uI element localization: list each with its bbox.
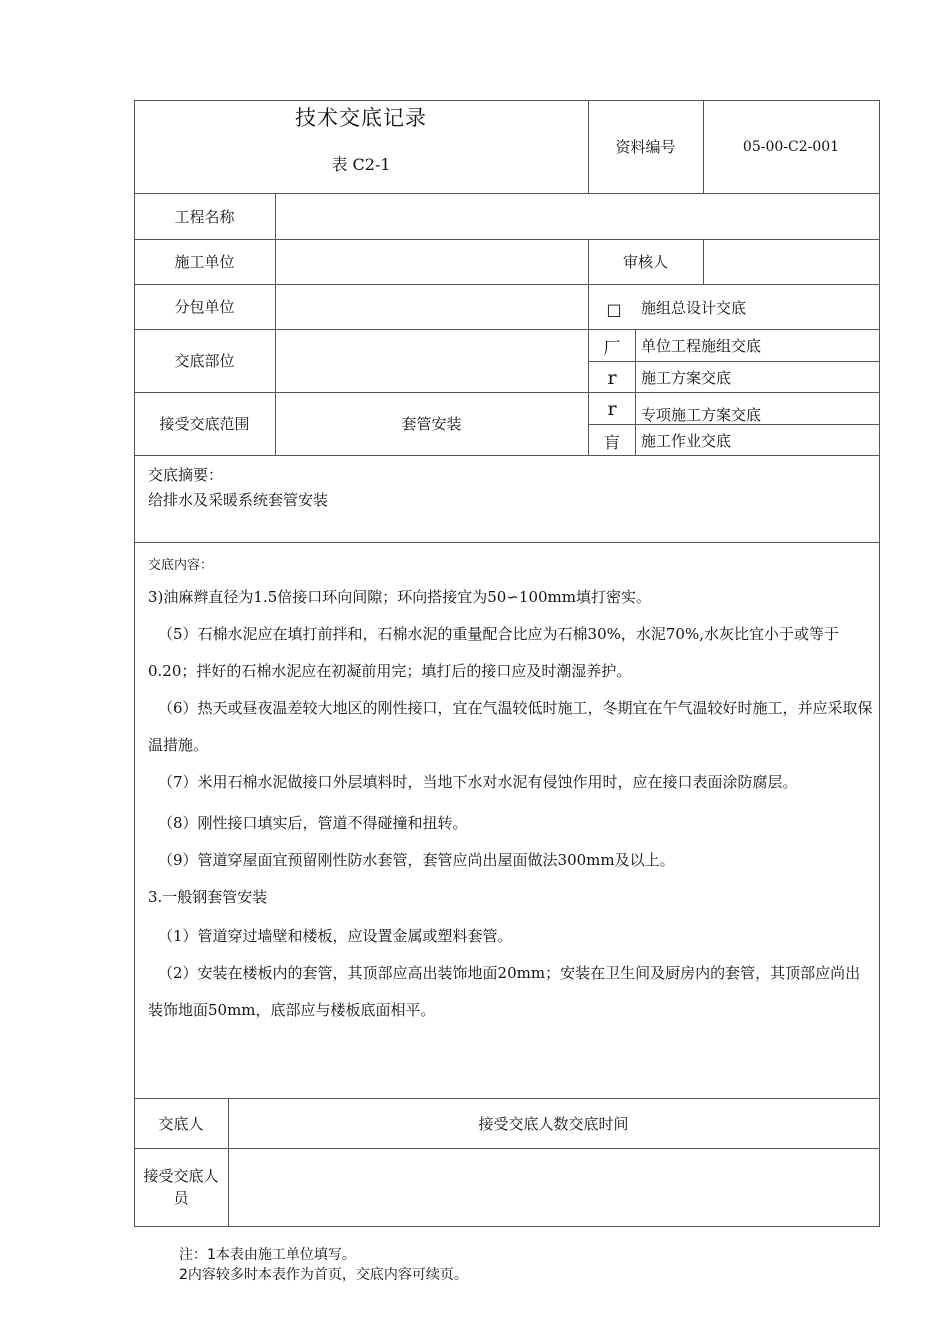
subcontractor-label: 分包单位 <box>174 298 235 316</box>
form-number: 表 C2-1 <box>331 154 391 174</box>
type-label-total-design: 施组总设计交底 <box>641 299 747 317</box>
doc-no-value: 05-00-C2-001 <box>742 138 840 155</box>
content-paragraph: （6）热天或昼夜温差较大地区的刚性接口，宜在气温较低时施工，冬期宜在午气温较好时施工，并应采取保温措施。 <box>148 699 873 754</box>
checkbox-unit-project[interactable]: 厂 <box>603 338 621 359</box>
construction-unit-field[interactable] <box>276 240 587 283</box>
reviewer-field[interactable] <box>704 240 878 283</box>
disclosure-part-label: 交底部位 <box>174 352 235 370</box>
scope-value: 套管安装 <box>401 415 462 433</box>
summary-text: 给排水及采暖系统套管安装 <box>148 491 329 509</box>
content-paragraph: （2）安装在楼板内的套管，其顶部应高出装饰地面20mm；安装在卫生间及厨房内的套管，其顶部应尚出装饰地面50mm，底部应与楼板底面相平。 <box>148 964 861 1019</box>
summary-label: 交底摘要： <box>148 466 224 484</box>
checkbox-work-operation[interactable]: 肓 <box>603 432 620 452</box>
scope-label: 接受交底范围 <box>159 415 250 433</box>
content-paragraph: 3)油麻辫直径为1.5倍接口环向间隙；环向搭接宜为50∽100mm填打密实。 <box>148 588 651 606</box>
checkbox-total-design[interactable]: □ <box>606 299 622 319</box>
content-label: 交底内容： <box>148 558 214 573</box>
type-label-work-operation: 施工作业交底 <box>641 432 732 450</box>
content-paragraph: （9）管道穿屋面宜预留刚性防水套管，套管应尚出屋面做法300mm及以上。 <box>158 851 675 869</box>
document-title: 技术交底记录 <box>295 106 427 130</box>
content-paragraph: 3.一般钢套管安装 <box>148 888 268 906</box>
content-paragraph: （8）刚性接口填实后，管道不得碰撞和扭转。 <box>158 814 468 832</box>
subcontractor-field[interactable] <box>276 285 587 328</box>
note-2: 2内容较多时本表作为首页，交底内容可续页。 <box>179 1267 468 1283</box>
checkbox-construction-plan[interactable]: r <box>607 367 617 389</box>
content-paragraph: （7）米用石棉水泥做接口外层填料时，当地下水对水泥有侵蚀作用时，应在接口表面涂防腐层。 <box>158 773 798 791</box>
note-1: 注：1本表由施工单位填写。 <box>179 1247 356 1263</box>
construction-unit-label: 施工单位 <box>174 253 235 271</box>
content-paragraph: （1）管道穿过墙壁和楼板，应设置金属或塑料套管。 <box>158 927 513 945</box>
reviewer-label: 审核人 <box>622 253 668 271</box>
discloser-label: 交底人 <box>158 1114 204 1133</box>
project-name-label: 工程名称 <box>174 207 235 226</box>
receiver-count-time-label: 接受交底人数交底时间 <box>478 1114 629 1133</box>
content-paragraph: （5）石棉水泥应在填打前拌和，石棉水泥的重量配合比应为石棉30%，水泥70%,水灰比宜小于或等于0.20；拌好的石棉水泥应在初凝前用完；填打后的接口应及时潮湿养护。 <box>148 625 839 680</box>
disclosure-part-field[interactable] <box>276 330 587 391</box>
receivers-label: 接受交底人员 <box>143 1167 219 1207</box>
type-label-unit-project: 单位工程施组交底 <box>641 337 762 355</box>
type-label-construction-plan: 施工方案交底 <box>641 369 732 387</box>
type-label-special-plan: 专项施工方案交底 <box>641 406 762 424</box>
doc-no-label: 资料编号 <box>615 138 676 156</box>
checkbox-special-plan[interactable]: r <box>607 398 617 420</box>
receivers-field[interactable] <box>229 1149 878 1225</box>
project-name-field[interactable] <box>276 194 878 238</box>
